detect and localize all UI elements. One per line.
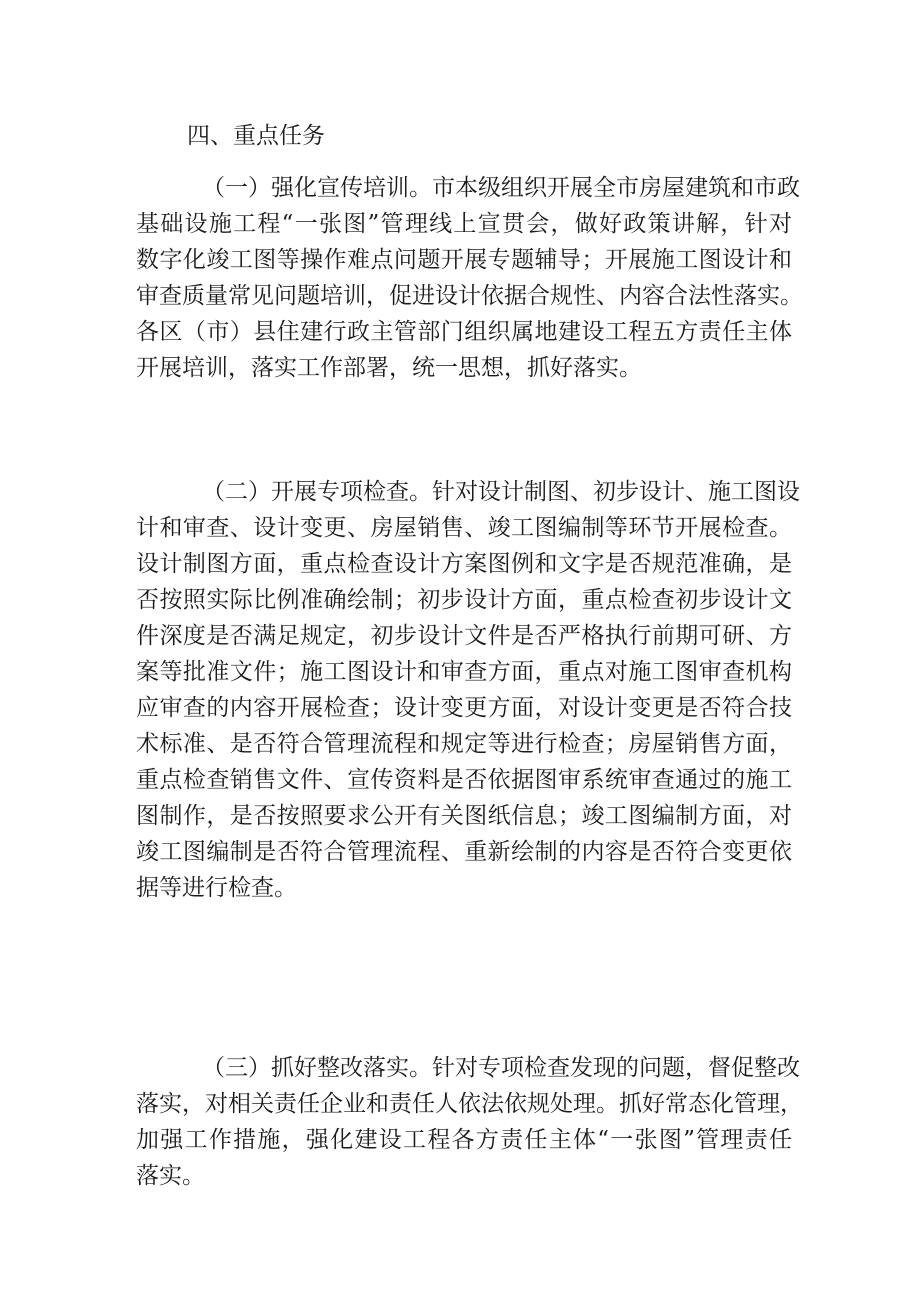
- paragraph-line: 否按照实际比例准确绘制；初步设计方面，重点检查初步设计文: [136, 587, 792, 613]
- paragraph-line: （二）开展专项检查。针对设计制图、初步设计、施工图设: [202, 479, 800, 505]
- paragraph-line: 据等进行检查。: [136, 875, 297, 901]
- paragraph-line: 基础设施工程“一张图”管理线上宣贯会，做好政策讲解，针对: [136, 211, 792, 237]
- paragraph-line: 审查质量常见问题培训，促进设计依据合规性、内容合法性落实。: [136, 283, 803, 309]
- paragraph-line: 开展培训，落实工作部署，统一思想，抓好落实。: [136, 355, 642, 381]
- paragraph-line: 落实。: [136, 1163, 205, 1189]
- paragraph-line: 应审查的内容开展检查；设计变更方面，对设计变更是否符合技: [136, 695, 792, 721]
- paragraph-line: 案等批准文件；施工图设计和审查方面，重点对施工图审查机构: [136, 659, 792, 685]
- paragraph-line: 竣工图编制是否符合管理流程、重新绘制的内容是否符合变更依: [136, 839, 792, 865]
- paragraph-publicity-training: [136, 170, 803, 386]
- paragraph-line: （三）抓好整改落实。针对专项检查发现的问题，督促整改: [202, 1055, 800, 1081]
- paragraph-special-inspection: [136, 474, 800, 906]
- paragraph-line: 数字化竣工图等操作难点问题开展专题辅导；开展施工图设计和: [136, 247, 792, 273]
- paragraph-line: 各区（市）县住建行政主管部门组织属地建设工程五方责任主体: [136, 319, 792, 345]
- paragraph-line: 落实，对相关责任企业和责任人依法依规处理。抓好常态化管理，: [136, 1091, 803, 1117]
- paragraph-line: （一）强化宣传培训。市本级组织开展全市房屋建筑和市政: [202, 175, 800, 201]
- paragraph-rectification: [136, 1050, 803, 1194]
- section-heading: 四、重点任务: [187, 123, 325, 149]
- paragraph-line: 图制作，是否按照要求公开有关图纸信息；竣工图编制方面，对: [136, 803, 792, 829]
- paragraph-line: 加强工作措施，强化建设工程各方责任主体“一张图”管理责任: [136, 1127, 792, 1153]
- paragraph-line: 件深度是否满足规定，初步设计文件是否严格执行前期可研、方: [136, 623, 792, 649]
- paragraph-line: 设计制图方面，重点检查设计方案图例和文字是否规范准确，是: [136, 551, 792, 577]
- paragraph-line: 计和审查、设计变更、房屋销售、竣工图编制等环节开展检查。: [136, 515, 792, 541]
- paragraph-line: 术标准、是否符合管理流程和规定等进行检查；房屋销售方面，: [136, 731, 792, 757]
- paragraph-line: 重点检查销售文件、宣传资料是否依据图审系统审查通过的施工: [136, 767, 792, 793]
